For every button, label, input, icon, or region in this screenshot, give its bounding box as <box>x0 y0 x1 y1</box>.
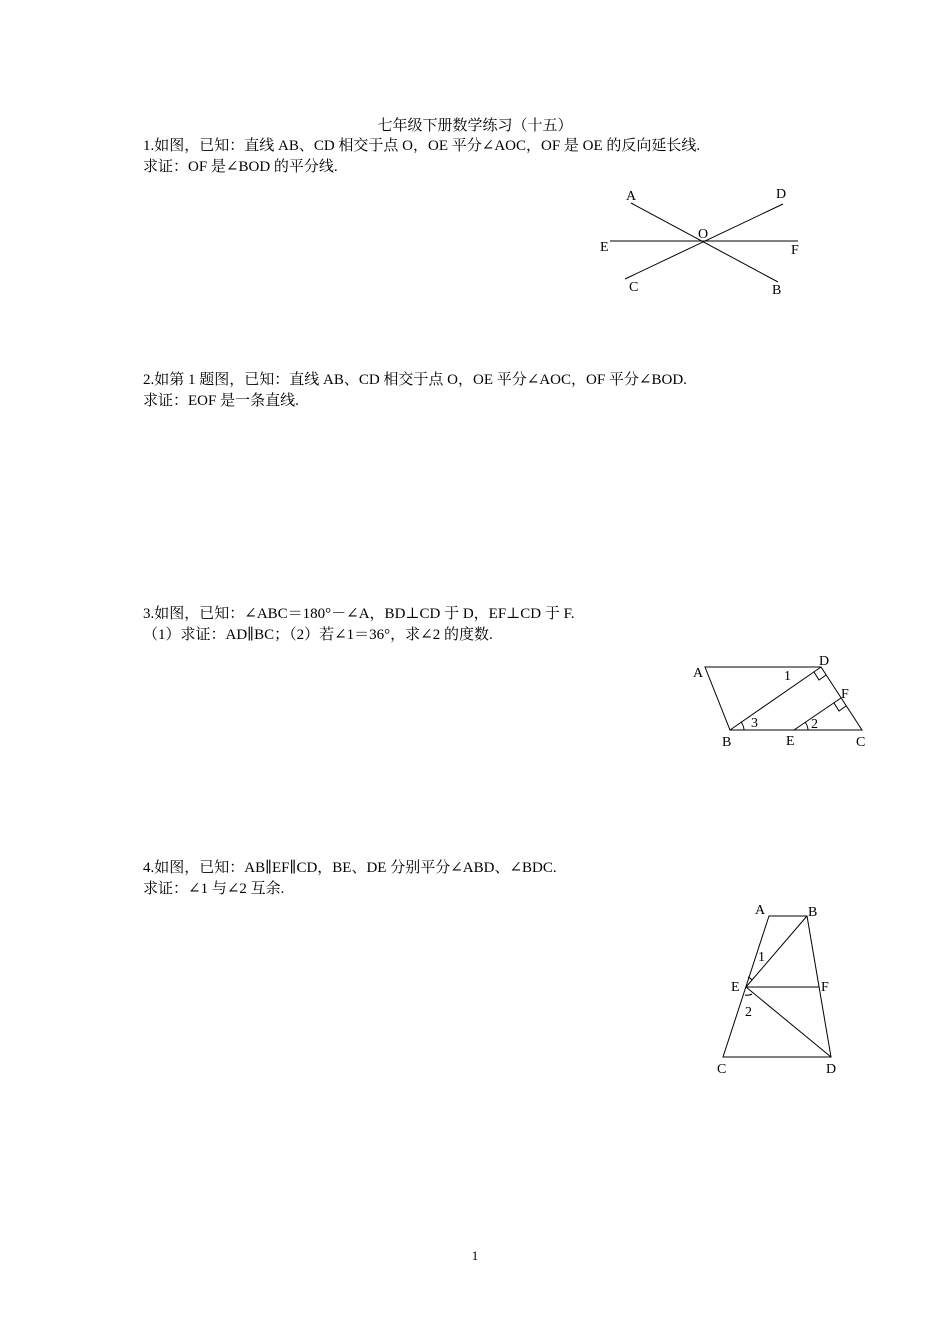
label-angle-2: 2 <box>745 1005 752 1020</box>
label-d: D <box>819 654 830 669</box>
line-ab <box>631 203 778 282</box>
label-b: B <box>808 905 818 920</box>
label-b: B <box>772 283 782 298</box>
page-number: 1 <box>471 1248 479 1263</box>
label-e: E <box>731 980 740 995</box>
label-angle-1: 1 <box>784 669 791 684</box>
label-angle-3: 3 <box>751 716 758 731</box>
segment-eb <box>746 916 807 987</box>
label-b: B <box>722 735 732 750</box>
arc-angle-2 <box>805 722 808 730</box>
label-c: C <box>717 1062 727 1077</box>
problem-4-prove: 求证：∠1 与∠2 互余. <box>143 881 285 897</box>
problem-3-question: （1）求证：AD∥BC；（2）若∠1＝36°，求∠2 的度数. <box>143 627 493 643</box>
problem-3-figure <box>685 650 875 755</box>
segment-ed <box>746 987 831 1057</box>
label-e: E <box>786 734 795 749</box>
label-f: F <box>791 243 799 258</box>
label-d: D <box>776 187 787 202</box>
label-c: C <box>856 735 866 750</box>
label-c: C <box>629 280 639 295</box>
problem-4-figure <box>710 898 845 1083</box>
problem-2-statement: 2.如第 1 题图，已知：直线 AB、CD 相交于点 O，OE 平分∠AOC，OF 平分∠BOD. <box>143 372 687 388</box>
right-angle-f <box>834 703 846 711</box>
label-angle-1: 1 <box>758 950 765 965</box>
problem-2-prove: 求证：EOF 是一条直线. <box>143 393 299 409</box>
problem-1-statement: 1.如图，已知：直线 AB、CD 相交于点 O，OE 平分∠AOC，OF 是 OE 的反向延长线. <box>143 138 701 154</box>
problem-3-statement: 3.如图，已知：∠ABC＝180°－∠A，BD⊥CD 于 D，EF⊥CD 于 F. <box>143 606 575 622</box>
label-f: F <box>821 980 829 995</box>
arc-angle-3 <box>741 722 744 730</box>
arc-angle-2 <box>745 994 752 995</box>
page-title: 七年级下册数学练习（十五） <box>377 118 573 134</box>
problem-4-statement: 4.如图，已知：AB∥EF∥CD，BE、DE 分别平分∠ABD、∠BDC. <box>143 860 557 876</box>
label-f: F <box>841 687 849 702</box>
right-angle-d <box>814 672 826 680</box>
label-a: A <box>693 666 704 681</box>
problem-1-prove: 求证：OF 是∠BOD 的平分线. <box>143 159 338 175</box>
label-d: D <box>826 1062 837 1077</box>
label-e: E <box>600 240 609 255</box>
label-angle-2: 2 <box>811 717 818 732</box>
label-a: A <box>755 903 766 918</box>
label-o: O <box>698 227 709 242</box>
label-a: A <box>626 189 637 204</box>
problem-1-figure <box>595 182 810 302</box>
